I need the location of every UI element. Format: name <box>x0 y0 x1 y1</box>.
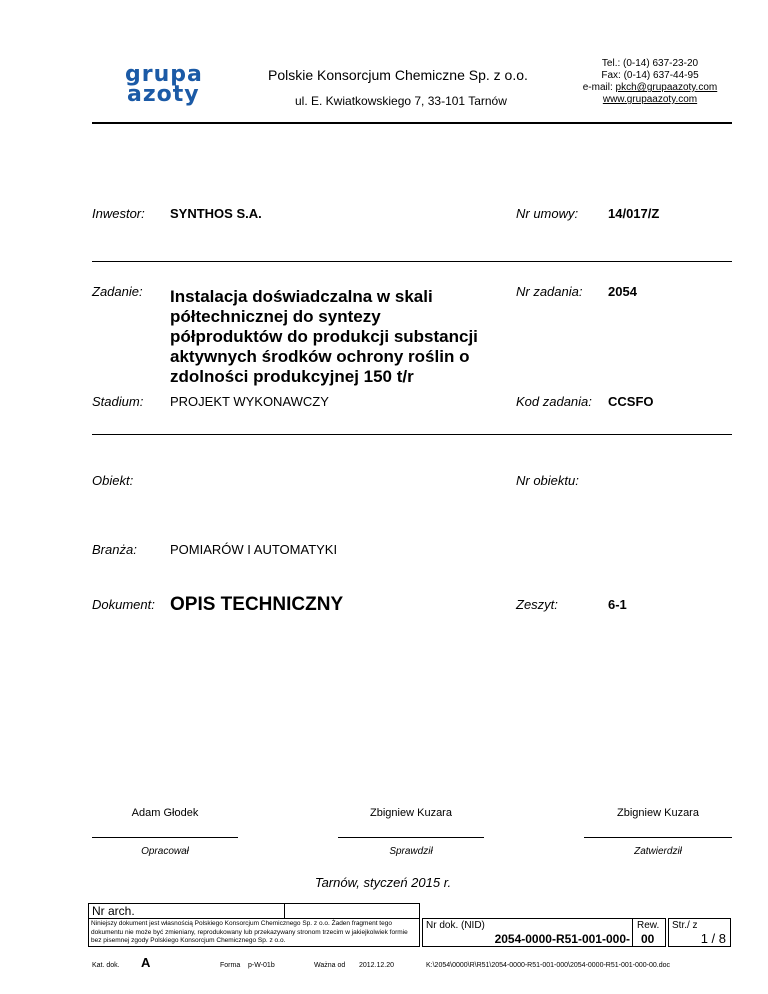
kod-zadania-value: CCSFO <box>608 394 654 409</box>
zadanie-line: Instalacja doświadczalna w skali <box>170 287 433 306</box>
contact-email <box>565 82 735 93</box>
obiekt-label: Obiekt: <box>92 473 134 488</box>
company-logo <box>125 62 217 108</box>
email-link[interactable]: pkch@grupaazoty.com <box>615 82 718 93</box>
zadanie-line: półproduktów do produkcji substancji <box>170 327 478 346</box>
nr-umowy-value: 14/017/Z <box>608 206 660 221</box>
nr-dok-cell <box>422 918 633 947</box>
zadanie-line: półtechnicznej do syntezy <box>170 307 381 326</box>
divider-1 <box>92 261 732 262</box>
author-sign-line <box>92 837 238 838</box>
author-role: Opracował <box>141 846 189 857</box>
contact-tel: Tel.: (0-14) 637-23-20 <box>601 58 699 69</box>
nr-arch-cell <box>88 903 285 919</box>
contact-fax: Fax: (0-14) 637-44-95 <box>601 70 699 81</box>
logo-line-1: grupa <box>125 62 203 87</box>
zeszyt-label: Zeszyt: <box>516 597 558 612</box>
dokument-value: OPIS TECHNICZNY <box>170 594 344 615</box>
approver-sign-line <box>584 837 732 838</box>
nr-umowy-label: Nr umowy: <box>516 206 579 221</box>
wazna-value: 2012.12.20 <box>359 962 395 969</box>
zadanie-line: zdolności produkcyjnej 150 t/r <box>170 367 414 386</box>
stadium-label: Stadium: <box>92 394 144 409</box>
company-address: ul. E. Kwiatkowskiego 7, 33-101 Tarnów <box>295 94 507 108</box>
nr-zadania-label: Nr zadania: <box>516 284 583 299</box>
disclaimer-text: Niniejszy dokument jest własnością Polskiego Konsorcjum Chemicznego Sp. z o.o. Żaden fragment tego dokumentu nie może być zmieniany, reprodukowany lub przekazywany stronom trzecim w jakiejkolwiek formie bez pisemnej zgody Polskiego Konsorcjum Chemicznego Sp. z o.o. <box>91 920 408 944</box>
nr-dok-label: Nr dok. (NID) <box>426 920 485 931</box>
stadium-value: PROJEKT WYKONAWCZY <box>170 394 329 409</box>
nr-zadania-value: 2054 <box>608 284 637 299</box>
zadanie-line: aktywnych środków ochrony roślin o <box>170 347 470 366</box>
zeszyt-value: 6-1 <box>608 597 627 612</box>
forma-value: p-W-01b <box>248 962 275 969</box>
str-value: 1 / 8 <box>700 931 726 946</box>
header-divider <box>92 122 732 124</box>
contact-website <box>575 94 725 105</box>
rew-label: Rew. <box>637 920 660 931</box>
branza-value: POMIARÓW I AUTOMATYKI <box>170 542 338 557</box>
branza-label: Branża: <box>92 542 137 557</box>
inwestor-value: SYNTHOS S.A. <box>170 206 262 221</box>
nr-obiektu-label: Nr obiektu: <box>516 473 579 488</box>
website-link[interactable]: www.grupaazoty.com <box>602 94 698 105</box>
approver-role: Zatwierdził <box>634 846 682 857</box>
dokument-label: Dokument: <box>92 597 155 612</box>
place-date: Tarnów, styczeń 2015 r. <box>314 875 452 890</box>
str-label: Str./ z <box>672 920 698 931</box>
zadanie-value <box>170 287 478 387</box>
forma-label: Forma <box>220 962 241 969</box>
nr-arch-value-cell <box>284 903 420 919</box>
checker-name: Zbigniew Kuzara <box>370 807 452 819</box>
checker-role: Sprawdził <box>389 846 433 857</box>
rew-value: 00 <box>641 932 655 946</box>
zadanie-label: Zadanie: <box>92 284 143 299</box>
wazna-label: Ważna od <box>314 962 346 969</box>
logo-line-2: azoty <box>127 82 200 107</box>
inwestor-label: Inwestor: <box>92 206 145 221</box>
checker-sign-line <box>338 837 484 838</box>
nr-arch-label: Nr arch. <box>92 904 135 918</box>
divider-2 <box>92 434 732 435</box>
nr-dok-value: 2054-0000-R51-001-000- <box>494 932 630 946</box>
rew-cell <box>633 918 666 947</box>
company-name: Polskie Konsorcjum Chemiczne Sp. z o.o. <box>268 67 528 83</box>
file-path: K:\2054\0000\R\R51\2054-0000-R51-001-000\2054-0000-R51-001-000-00.doc <box>426 962 671 969</box>
kod-zadania-label: Kod zadania: <box>516 394 592 409</box>
kat-label: Kat. dok. <box>92 962 120 969</box>
author-name: Adam Głodek <box>131 807 199 819</box>
str-cell <box>668 918 731 947</box>
approver-name: Zbigniew Kuzara <box>617 807 699 819</box>
disclaimer-cell <box>88 918 420 947</box>
kat-value: A <box>141 955 151 970</box>
email-label: e-mail: <box>582 82 613 93</box>
